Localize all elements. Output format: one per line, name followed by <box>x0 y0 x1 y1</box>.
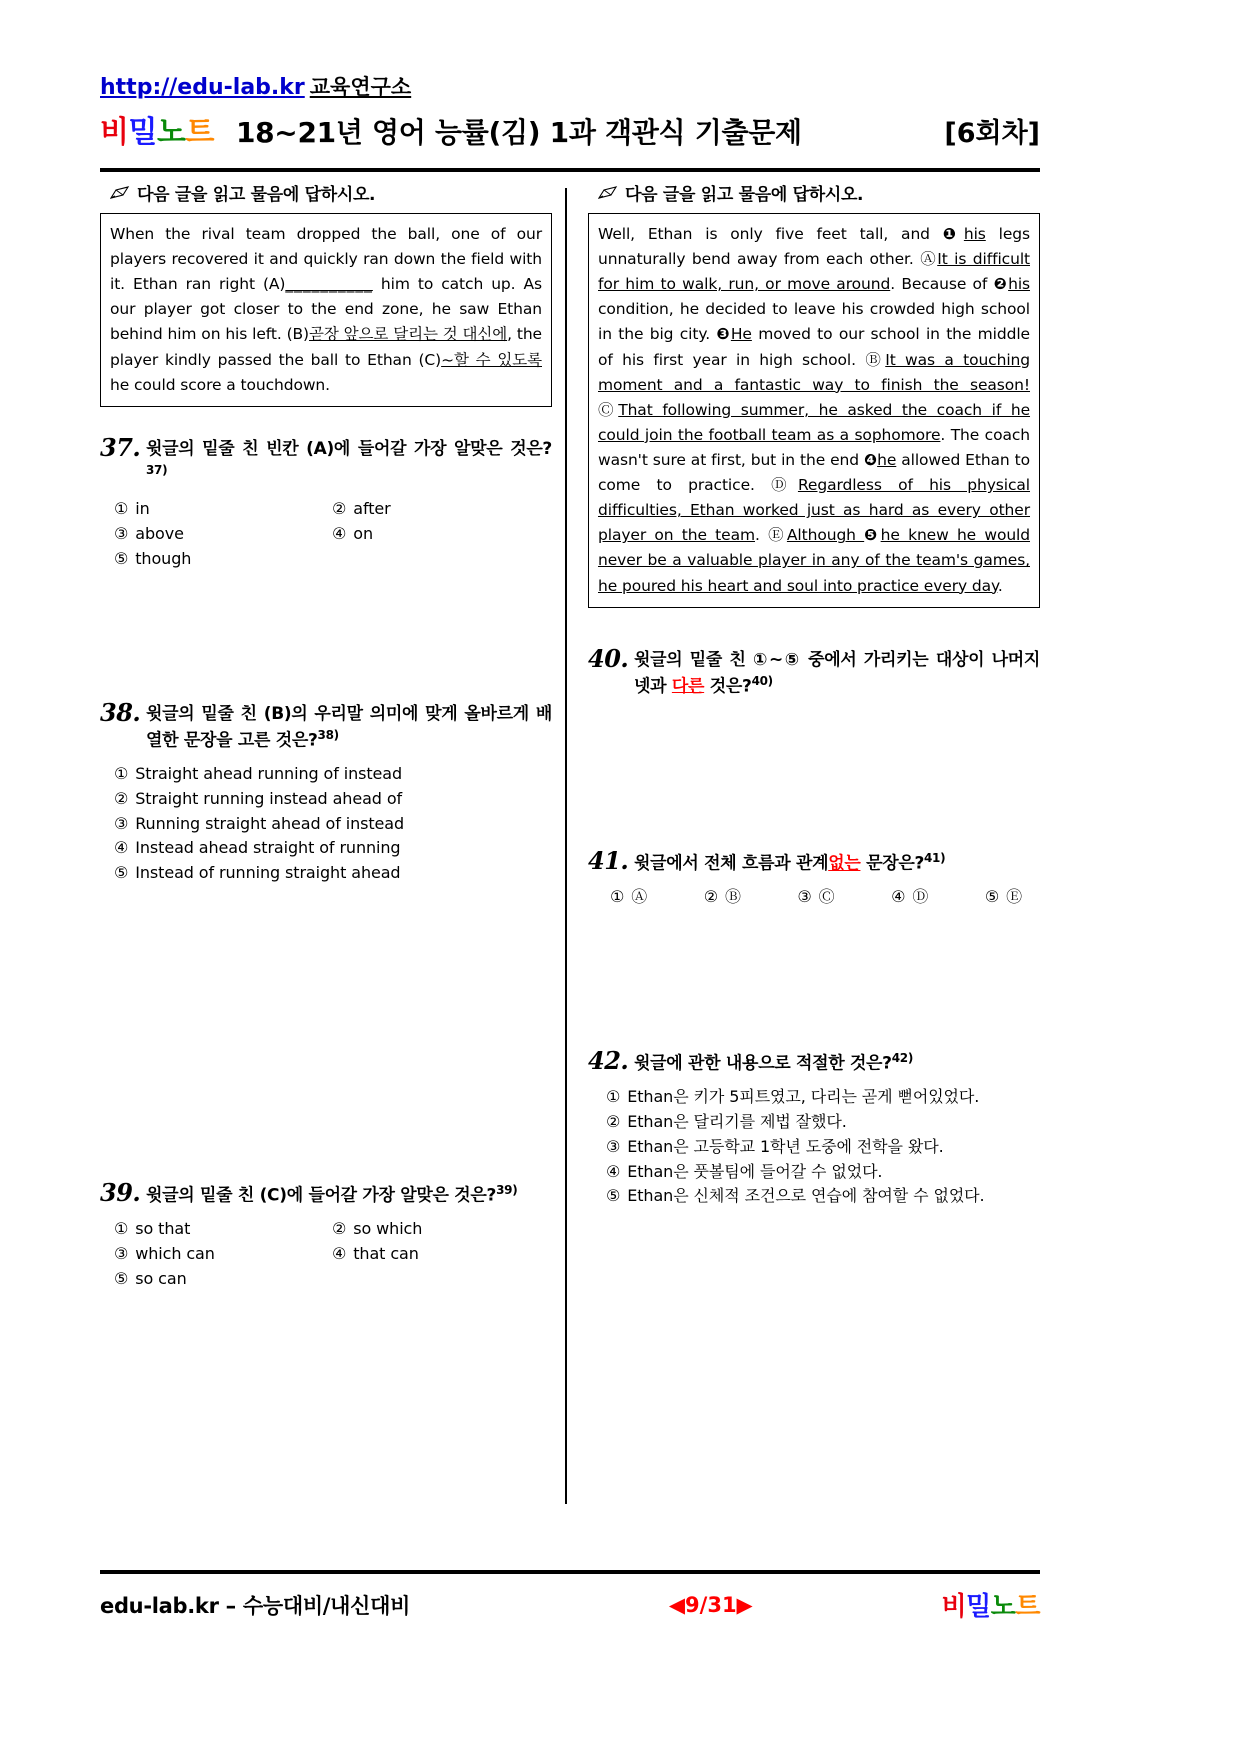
circled-letter-c: Ⓒ <box>598 400 619 419</box>
question-38-footnote: 38) <box>317 727 339 742</box>
choice-1[interactable]: ① Ⓐ <box>610 887 648 907</box>
question-42-text: 윗글에 관한 내용으로 적절한 것은?$^{42)}$ <box>634 1051 914 1074</box>
choice-1[interactable]: ① in <box>114 498 150 518</box>
left-passage-part3: , the player kindly passed the ball to Ethan (C) <box>110 325 542 369</box>
question-42-footnote: 42) <box>891 1051 914 1065</box>
left-passage-underline-b: 곧장 앞으로 달리는 것 대신에 <box>309 325 508 344</box>
circled-num-4: ❹ <box>863 450 878 469</box>
question-37-text: 윗글의 밑줄 친 빈칸 (A)에 들어갈 가장 알맞은 것은?$^{37)}$ <box>146 439 552 477</box>
question-38-choices <box>114 762 552 886</box>
choice-3[interactable]: ③ Ⓒ <box>797 887 835 907</box>
footer-brand-logo <box>942 1586 1041 1623</box>
question-38 <box>100 700 552 886</box>
pencil-icon <box>598 186 618 200</box>
rp-s10: . <box>997 576 1003 595</box>
question-39-choices <box>114 1217 552 1291</box>
left-passage-part2: him to catch up. As our player got closer to the end zone, he saw Ethan behind him on his left. (B) <box>110 275 543 344</box>
circled-letter-b: Ⓑ <box>865 350 886 369</box>
footer-divider <box>100 1570 1040 1574</box>
left-passage-part4: he could score a touchdown. <box>110 375 330 394</box>
choice-4[interactable]: ④ Ⓓ <box>891 887 929 907</box>
rp-n2-underline: his <box>1008 275 1030 294</box>
question-38-text: 윗글의 밑줄 친 (B)의 우리말 의미에 맞게 올바르게 배열한 문장을 고른 것은?$^{38)}$ <box>146 704 552 751</box>
choice-2[interactable]: ② Straight running instead ahead of <box>114 788 403 808</box>
choice-5[interactable]: ⑤ Ⓔ <box>984 887 1022 907</box>
footer-brand-char-2: 밀 <box>966 1592 991 1622</box>
question-40 <box>588 646 1040 699</box>
page-title: 18~21년 영어 능률(김) 1과 객관식 기출문제 <box>235 116 802 150</box>
question-42 <box>588 1048 1040 1209</box>
column-divider <box>565 188 567 1504</box>
question-39-number: 39. <box>100 1178 141 1207</box>
right-directive <box>598 180 1040 205</box>
rp-d-sentence: Regardless of his physical difficulties, Ethan worked just as hard as every other player on the team <box>598 476 1030 545</box>
question-38-number: 38. <box>100 698 141 727</box>
left-passage-blank: __________ <box>285 275 373 294</box>
choice-2[interactable]: ② after <box>332 498 391 518</box>
choice-4[interactable]: ④ Instead ahead straight of running <box>114 838 401 858</box>
question-41-text: 윗글에서 전체 흐름과 관계없는 문장은?$^{41)}$ <box>634 851 946 874</box>
rp-s8: allowed Ethan to come to practice. <box>598 450 1030 495</box>
rp-s5: moved to our school in the middle of his first year in high school. <box>598 325 1030 369</box>
choice-3[interactable]: ③ above <box>114 523 184 543</box>
circled-num-5: ❺ <box>864 526 881 545</box>
choice-5[interactable]: ⑤ so can <box>114 1268 187 1288</box>
choice-5[interactable]: ⑤ Instead of running straight ahead <box>114 863 401 883</box>
brand-logo <box>100 107 214 151</box>
question-41-footnote: 41) <box>924 851 946 865</box>
brand-char-3: 노 <box>156 115 186 151</box>
question-39 <box>100 1180 552 1292</box>
choice-1[interactable]: ① Ethan은 키가 5피트였고, 다리는 곧게 뻗어있었다. <box>606 1087 980 1107</box>
question-41-choices <box>610 885 1022 910</box>
choice-3[interactable]: ③ which can <box>114 1244 215 1264</box>
site-url-link[interactable]: http://edu-lab.kr <box>100 75 305 100</box>
circled-num-2: ❷ <box>993 275 1009 294</box>
rp-c-sentence: That following summer, he asked the coach if he could join the football team as a sophomore <box>598 400 1031 444</box>
question-37-choices <box>114 497 552 571</box>
choice-2[interactable]: ② Ethan은 달리기를 제법 잘했다. <box>606 1112 847 1132</box>
choice-2[interactable]: ② so which <box>332 1219 423 1239</box>
choice-1[interactable]: ① so that <box>114 1219 191 1239</box>
question-39-footnote: 39) <box>496 1183 518 1197</box>
rp-n1-underline: his <box>963 225 986 243</box>
choice-2[interactable]: ② Ⓑ <box>703 887 741 907</box>
rp-a-sentence: It is difficult for him to walk, run, or move around <box>598 250 1030 294</box>
pencil-icon <box>110 186 130 200</box>
choice-5[interactable]: ⑤ though <box>114 548 192 568</box>
left-passage-underline-c: ~할 수 있도록 <box>441 350 542 369</box>
rp-n3-underline: He <box>730 325 752 344</box>
circled-num-3: ❸ <box>716 325 731 344</box>
question-41 <box>588 848 1040 910</box>
question-41-highlight: 없는 <box>828 853 861 874</box>
choice-3[interactable]: ③ Ethan은 고등학교 1학년 도중에 전학을 왔다. <box>606 1136 944 1156</box>
question-37-footnote: 37) <box>146 462 168 477</box>
question-41-number: 41. <box>588 846 629 875</box>
rp-s7: . The coach wasn't sure at first, but in the end <box>598 425 1031 469</box>
footer-site-label: edu-lab.kr – 수능대비/내신대비 <box>100 1593 411 1618</box>
choice-3[interactable]: ③ Running straight ahead of instead <box>114 813 405 833</box>
question-40-text: 윗글의 밑줄 친 ①~⑤ 중에서 가리키는 대상이 나머지 넷과 다른 것은?$^{40)}$ <box>634 650 1040 697</box>
question-39-text: 윗글의 밑줄 친 (C)에 들어갈 가장 알맞은 것은?$^{39)}$ <box>146 1183 518 1206</box>
left-column <box>100 180 552 1510</box>
brand-char-4: 트 <box>185 115 214 151</box>
footer-brand-char-1: 비 <box>941 1592 967 1622</box>
circled-letter-d: Ⓓ <box>771 476 798 495</box>
choice-4[interactable]: ④ that can <box>332 1244 419 1264</box>
left-passage-box <box>100 213 552 407</box>
brand-char-1: 비 <box>100 115 129 151</box>
rp-s2: legs unnaturally bend away from each other. <box>598 225 1031 269</box>
rp-s9: . <box>754 526 769 545</box>
right-directive-label: 다음 글을 읽고 물음에 답하시오. <box>625 185 864 205</box>
rp-s4: condition, he decided to leave his crowded high school in the big city. <box>598 300 1030 344</box>
question-42-number: 42. <box>588 1046 629 1075</box>
page-header <box>100 75 1040 151</box>
rp-n4-underline: he <box>877 450 897 469</box>
right-passage-box <box>588 213 1040 608</box>
choice-4[interactable]: ④ on <box>332 523 373 543</box>
rp-e-sentence-1: Although <box>786 526 865 545</box>
question-37 <box>100 435 552 571</box>
choice-1[interactable]: ① Straight ahead running of instead <box>114 763 403 783</box>
page-number: ◀9/31▶ <box>668 1592 753 1617</box>
left-passage-part1: When the rival team dropped the ball, one of our players recovered it and quickly ran down the field with it. Ethan ran right (A) <box>110 225 542 294</box>
left-directive-label: 다음 글을 읽고 물음에 답하시오. <box>137 185 376 205</box>
rp-s1: Well, Ethan is only five feet tall, and <box>598 225 943 243</box>
content-columns <box>100 180 1040 1510</box>
rp-e-sentence-2: he knew he would never be a valuable player in any of the team's games, he poured his heart and soul into practice every day <box>598 526 1030 595</box>
question-40-highlight: 다른 <box>671 676 705 697</box>
title-line <box>100 107 1040 151</box>
circled-num-1: ❶ <box>942 225 964 243</box>
question-42-choices <box>606 1085 1040 1209</box>
circled-letter-e: Ⓔ <box>768 526 787 545</box>
choice-5[interactable]: ⑤ Ethan은 신체적 조건으로 연습에 참여할 수 없었다. <box>606 1186 985 1206</box>
question-40-number: 40. <box>588 644 629 673</box>
choice-4[interactable]: ④ Ethan은 풋볼팀에 들어갈 수 없었다. <box>606 1161 883 1181</box>
rp-s3: . Because of <box>890 275 994 294</box>
left-directive <box>110 180 552 205</box>
question-37-number: 37. <box>100 433 141 462</box>
footer-brand-char-3: 노 <box>990 1592 1016 1622</box>
question-40-footnote: 40) <box>751 673 773 688</box>
round-badge: [6회차] <box>944 118 1040 150</box>
right-column <box>588 180 1040 1510</box>
site-org-label: 교육연구소 <box>309 75 412 99</box>
footer-brand-char-4: 트 <box>1015 1592 1040 1622</box>
header-divider <box>100 168 1040 172</box>
circled-letter-a: Ⓐ <box>920 250 938 269</box>
rp-b-sentence: It was a touching moment and a fantastic way to finish the season! <box>598 350 1030 394</box>
page-footer <box>100 1586 1040 1623</box>
brand-char-2: 밀 <box>128 115 157 151</box>
site-line <box>100 75 1040 101</box>
